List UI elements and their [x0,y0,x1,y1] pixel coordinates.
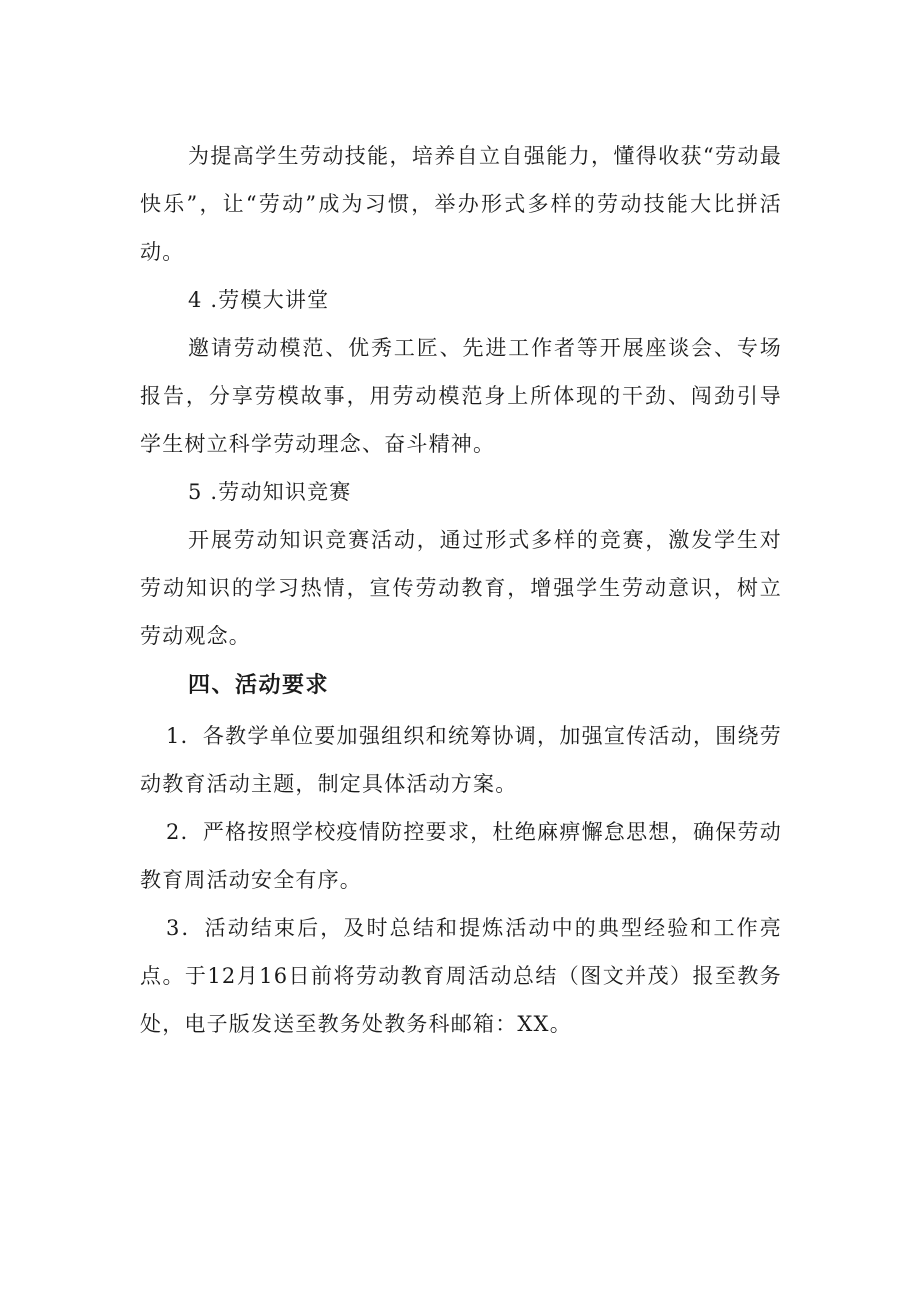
requirement-item-2: 2．严格按照学校疫情防控要求，杜绝麻痹懈怠思想，确保劳动教育周活动安全有序。 [140,820,782,892]
subheading-model-worker-lecture: 4 .劳模大讲堂 [188,288,330,312]
paragraph-skills-competition: 为提高学生劳动技能，培养自立自强能力，懂得收获“劳动最快乐”，让“劳动”成为习惯，举办形式多样的劳动技能大比拼活动。 [140,144,782,264]
requirement-item-1: 1．各教学单位要加强组织和统筹协调，加强宣传活动，围绕劳动教育活动主题，制定具体活动方案。 [140,724,782,796]
paragraph-knowledge-contest: 开展劳动知识竞赛活动，通过形式多样的竞赛，激发学生对劳动知识的学习热情，宣传劳动教育，增强学生劳动意识，树立劳动观念。 [140,528,782,648]
section-heading-requirements: 四、活动要求 [188,673,330,698]
requirement-item-3: 3．活动结束后，及时总结和提炼活动中的典型经验和工作亮点。于12月16日前将劳动教育周活动总结（图文并茂）报至教务处，电子版发送至教务处教务科邮箱：XX。 [140,916,782,1036]
document-page [140,132,782,1048]
paragraph-model-worker-lecture: 邀请劳动模范、优秀工匠、先进工作者等开展座谈会、专场报告，分享劳模故事，用劳动模范身上所体现的干劲、闯劲引导学生树立科学劳动理念、奋斗精神。 [140,336,782,456]
subheading-knowledge-contest: 5 .劳动知识竞赛 [188,480,352,504]
